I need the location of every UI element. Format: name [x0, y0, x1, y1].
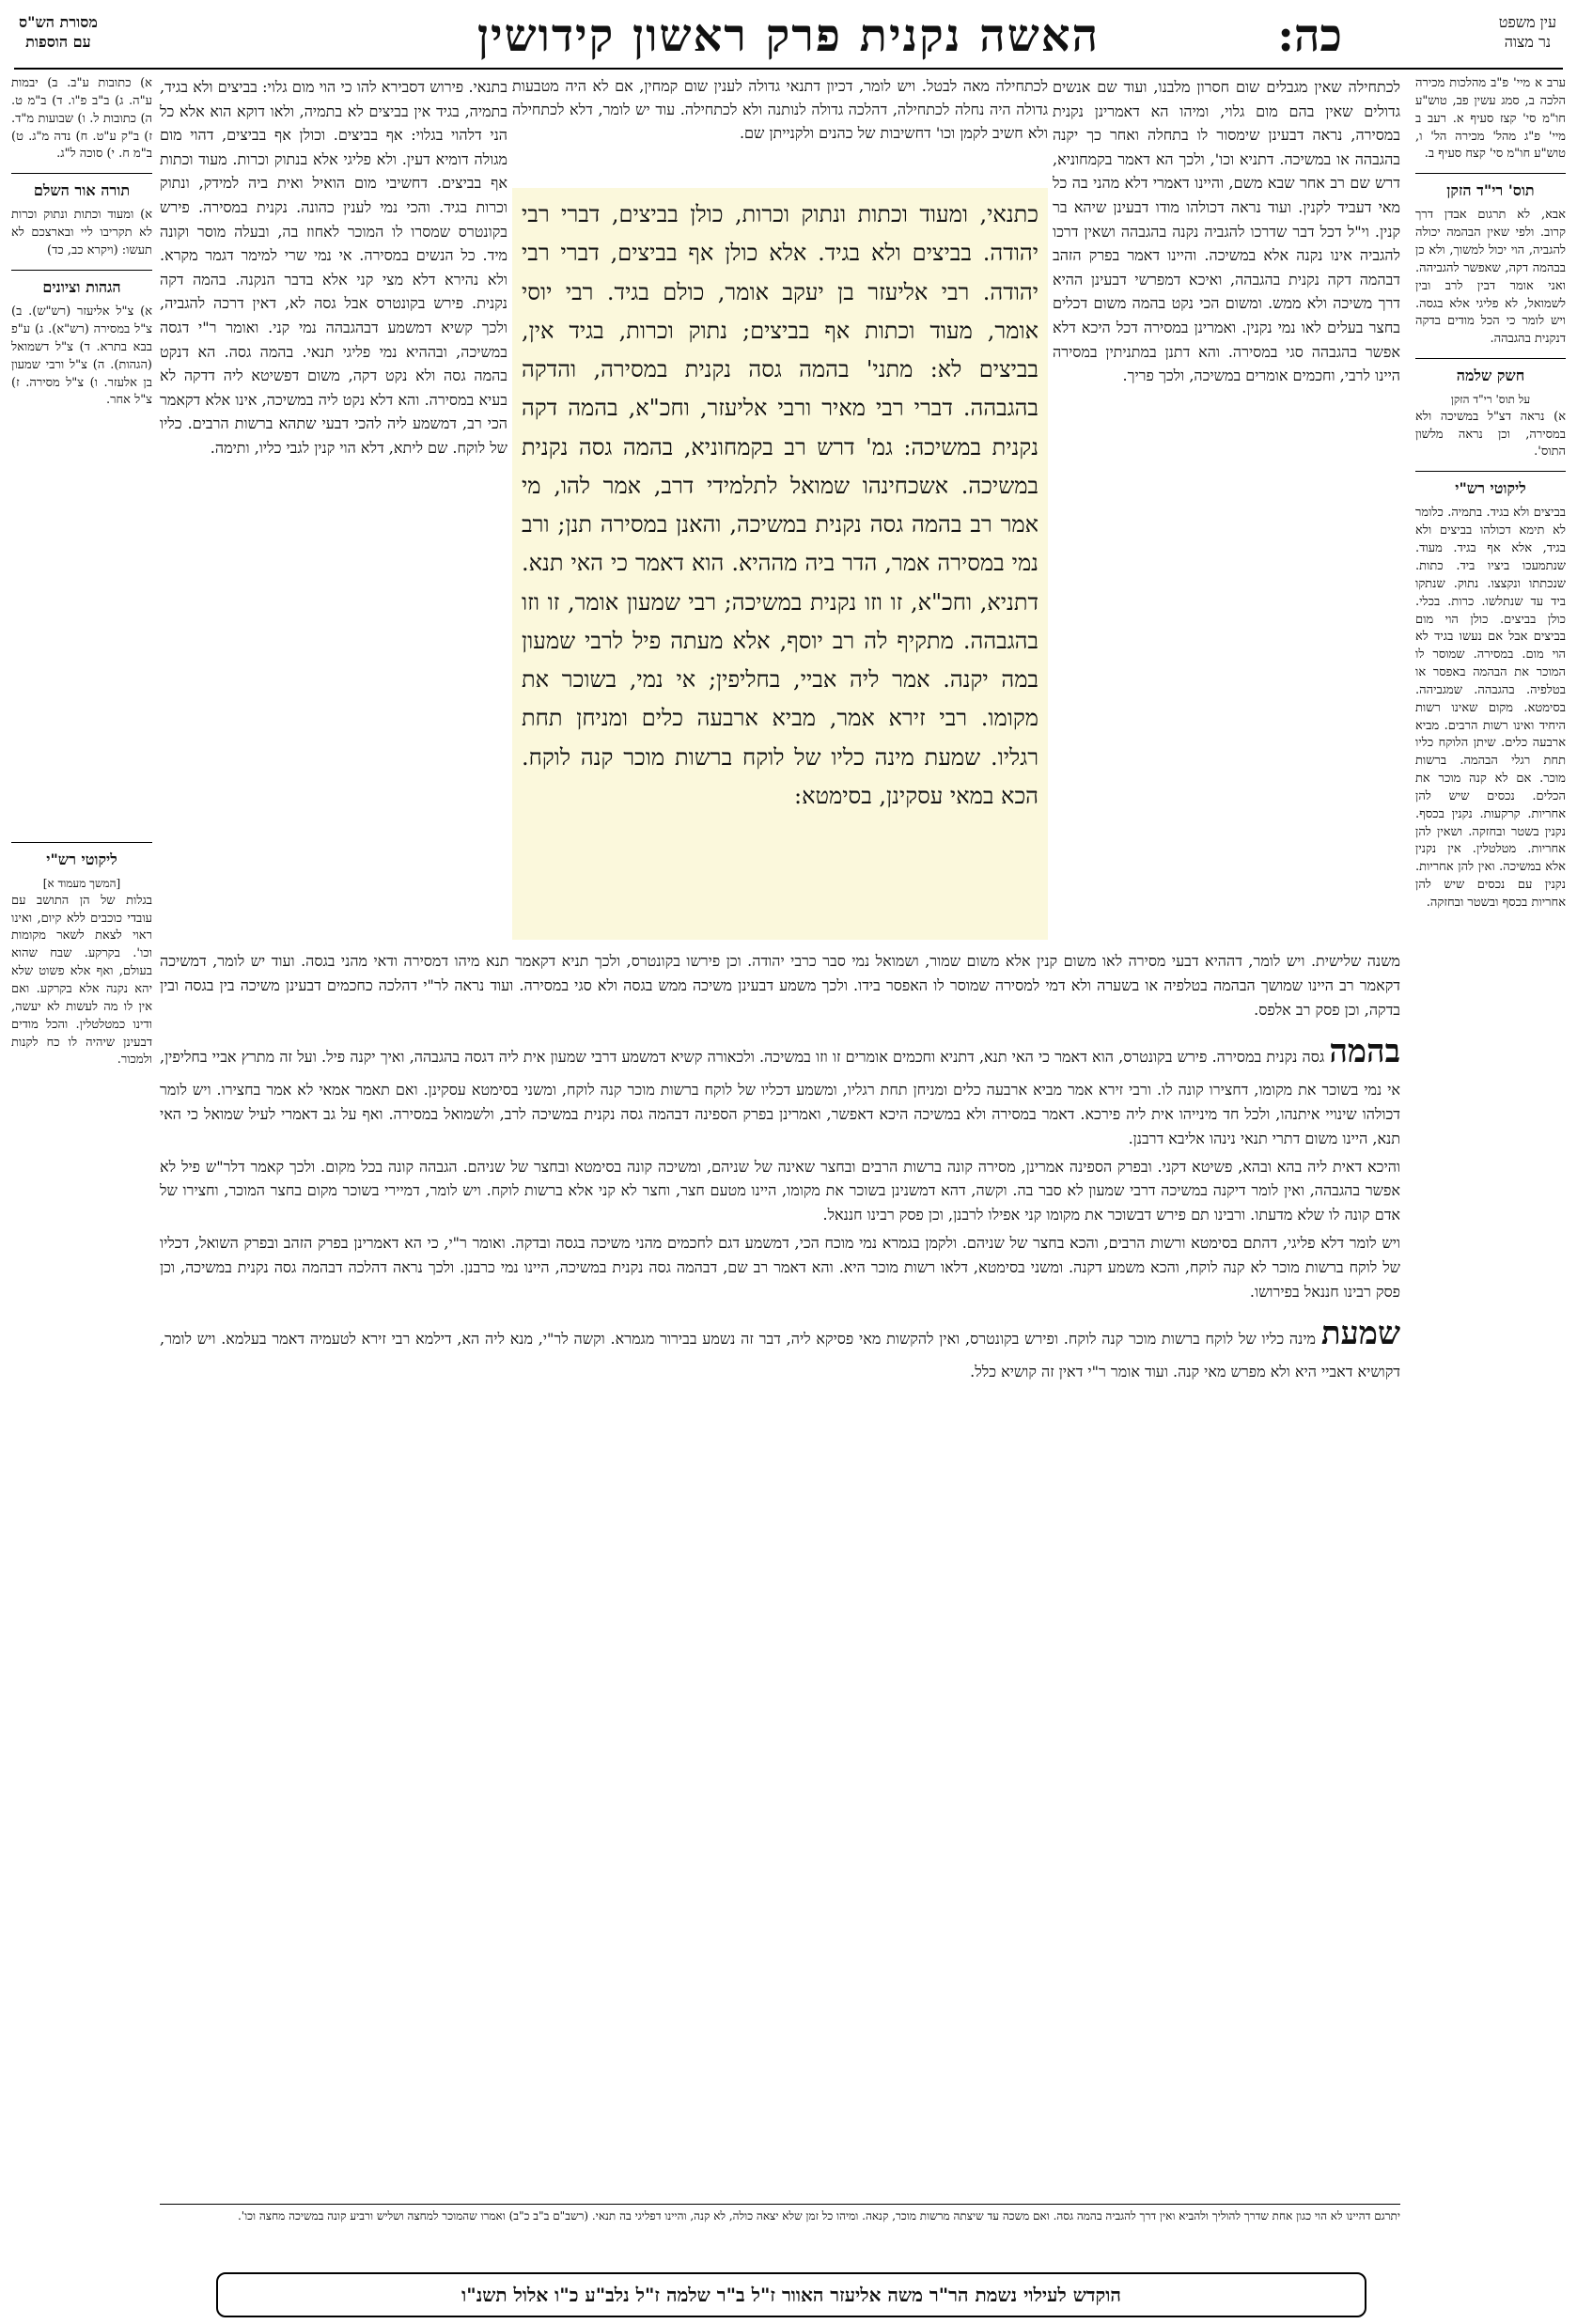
right-margin — [1415, 75, 1566, 2199]
left-likutei-title: ליקוטי רש"י — [11, 842, 152, 870]
left-margin — [11, 75, 152, 2199]
tos-rid-text: אבא, לא תרגום אבדן דרך קרוב. ולפי שאין הבהמה יכולה להגביה, הוי יכול למשוך, ולא כן בבהמה דקה, שאפשר להגביהה. ואני אומר דבין לרב ובין לשמואל, לא פליגי אלא בגסה. ויש לומר כי הכל מודים בדקה דנקנית בהגבהה. — [1415, 208, 1566, 347]
page-header — [0, 8, 1577, 68]
mesoret-label: מסורת הש"ס עם הוספות — [19, 13, 98, 51]
lower-para-1: משנה שלישית. ויש לומר, דההיא דבעי מסירה לאו משום קנין אלא משום שמור, ושמואל נמי סבר כרבי יהודה. וכן פירשו בקונטרס, ולכך תניא דקאמר תנא מיהו דמסירה ודאי מהני בגסה. ועוד יש לומר, דמשיכה דקאמר רב היינו שמושך הבהמה בטלפיה או בשערה ולא דמי למסירה שמוסר לו האפסר בידו. ולכך משמע דבעינן משיכה ממש בגסה ולא סגי במסירה. ועוד נראה לר"י דהלכה כחכמים דבעינן משיכה בין בגסה ובין בדקה, וכן פסק רב אלפס. — [160, 952, 1400, 1019]
lower-commentary — [160, 949, 1400, 2199]
left-likutei-text: בגלות של הן התושב עם עובדי כוכבים ללא קיום, ואינו ראוי לצאת לשאר מקומות וכו'. בקרקע. שבח שהוא בעולם, ואף אלא פשוט שלא יהא נקנה אלא בקרקע. ואם אין לו מה לעשות לא יעשה, ודינו כמטלטלין. והכל מודים דבעינן שיהיה לו כח לקנות ולמכור. — [11, 893, 152, 1068]
daf-number: כה: — [1277, 9, 1342, 62]
gemara-text: כתנאי, ומעוד וכתות ונתוק וכרות, כולן בביצים, דברי רבי יהודה. בביצים ולא בגיד. אלא כולן אף בביצים, דברי רבי יהודה. רבי אליעזר בן יעקב אומר, כולם בגיד. רבי יוסי אומר, מעוד וכתות אף בביצים; נתוק וכרות, בגיד אין, בביצים לא: מתני' בהמה גסה נקנית במסירה, והדקה בהגבהה. דברי רבי מאיר ורבי אליעזר, וחכ"א, בהמה דקה נקנית במשיכה: גמ' דרש רב בקמחוניא, בהמה גסה נקנית במשיכה. אשכחינהו שמואל לתלמידי דרב, אמר להו, מי אמר רב בהמה גסה נקנית במשיכה, והאנן במסירה תנן; ורב נמי במסירה אמר, הדר ביה מההיא. הוא דאמר כי האי תנא. דתניא, וחכ"א, זו וזו נקנית במשיכה; רבי שמעון אומר, זו וזו בהגבהה. מתקיף לה רב יוסף, אלא מעתה פיל לרבי שמעון במה יקנה. אמר ליה אביי, בחליפין; אי נמי, בשוכר את מקומו. רבי זירא אמר, מביא ארבעה כלים ומניחן תחת רגליו. שמעת מינה כליו של לוקח ברשות מוכר קנה לוקח. הכא במאי עסקינן, בסימטא: — [522, 201, 1039, 809]
rashi-text: לכתחילה שאין מגבלים שום חסרון מלבנו, ועוד שם אנשים גדולים שאין בהם מום גלוי, ומיהו הא דאמרינן נקנית במסירה, נראה דבעינן שימסור לו בתחלה ואחר כך יקנה בהגבהה או במשיכה. דתניא וכו', ולכך הא דאמר בקמחוניא, דרש שם רב אחר שבא משם, והיינו דאמרי דלא מהני בה כל מאי דעביד לקנין. ועוד נראה דכולהו מודו דבעינן שיהא בר קנין. וי"ל דכל דבר שדרכו להגביה נקנה בהגבהה ושאין דרכו להגביה אינו נקנה אלא במשיכה. והיינו דאמר בפרק הזהב דבהמה דקה נקנית בהגבהה, ואיכא דמפרשי דבעינן ההיא דרך משיכה ולא ממש. ומשום הכי נקט בהמה משום דכלים בחצר בעלים לאו נמי נקנין. ואמרינן במסירה דכל היכא דלא אפשר בהגבהה סגי במסירה. והא דתנן במתניתין במסירה היינו לרבי, וחכמים אומרים במשיכה, ולכך פריך. — [1053, 78, 1400, 385]
dibur-hamatchil-behema: בהמה — [1329, 1032, 1400, 1070]
footer-notes: יתרגם דהיינו לא הוי כגון אחת שדרך להוליך ולהביא ואין דרך להגביה בהמה גסה. ואם משכה עד שיצתה מרשות מוכר, קנאה. ומיהו כל זמן שלא יצאה כולה, לא קנה, והיינו דפליגי בה תנאי. (רשב"ם ב"ב כ"ב) ואמרו שהמוכר למחצה ושליש ורביע קונה במשיכה מחצה וכו'. — [237, 2209, 1400, 2223]
tosafot-text: בתנאי. פירוש דסבירא להו כי הוי מום גלוי: בביצים ולא בגיד, בתמיה, בגיד אין בביצים לא בתמיה, ולאו דוקא הוא אלא כל הני דלהוי בגלוי: אף בביצים. וכולן אף בביצים, דהוי מום מגולה דומיא דעין. ולא פליגי אלא בנתוק וכרות. מעוד וכתות אף בביצים. דחשיבי מום הואיל ואית ביה למידק, ונתוק וכרות בגיד. והכי נמי לענין כהונה. נקנית במסירה. פירש בקונטרס שמסרו לו המוכר לאחוז בה, ובעלה מוסר וקונה מיד. כל הנשים במסירה. אי נמי שרי למימר דגמר מקרא. ולא נהירא דלא מצי קני אלא בדבר הנקנה. בהמה דקה נקנית. פירש בקונטרס אבל גסה לא, דאין דרכה להגביה, ולכך קשיא דמשמע דבהגבהה נמי קני. ואומר ר"י דגסה במשיכה, ובההיא נמי פליגי תנאי. בהמה גסה. הא דנקט בהמה גסה ולא נקט דקה, משום דפשיטא ליה דדקה לא בעיא במסירה. והא דלא נקט ליה במשיכה, אינו אלא דקאמר הכי רב, דמשמע ליה להכי דבעי שתהא ברשות הרבים. כליו של לוקח. שם ליתא, דלא הוי קנין לגבי כליו, ותימה. — [160, 78, 507, 457]
top-commentary: לכתחילה מאה לבטל. ויש לומר, דכיון דתנאי גדולה לענין שום קמחין, אם לא היה מטבעות גדולה היה נחלה לכתחילה, דהלכה גדולה לנותנה ולא לכתחילה. עוד יש לומר, דלא לכתחילה ולא חשיב לקמן וכו' דחשיבות של כהנים ולקנייתן שם. — [512, 77, 1048, 142]
mesoret-notes: א) כתובות ע"ב. ב) יבמות ע"ה. ג) ב"ב פ"ו. ד) ב"מ ט. ה) כתובות ל. ו) שבועות מ"ד. ז) ב"ק ע"ט. ח) נדה מ"ג. ט) ב"מ ח. י) סוכה ל"ג. — [11, 76, 152, 162]
header-rule — [14, 68, 1563, 70]
lower-para-4: ויש לומר דלא פליגי, דהתם בסימטא ורשות הרבים, והכא בחצר של שניהם. ולקמן בגמרא נמי מוכח הכי, דמשמע דגם לחכמים מהני משיכה בגסה ובדקה. ואומר ר"י, כי הא דאמרינן בפרק הזהב ובפרק השואל, דכליו של לוקח ברשות מוכר לא קנה לוקח, והכא משמע דקנה. ומשני בסימטא, דלאו רשות מוכר היא. והא דאמר רב שם, דבהמה גסה נקנית במשיכה, היינו נמי כרבנן. ולכך נראה דהלכה דבהמה גסה נקנית במשיכה, וכן פסק רבינו חננאל בפירושו. — [160, 1234, 1400, 1302]
chapter-title: האשה נקנית פרק ראשון קידושין — [476, 9, 1101, 62]
ein-mishpat-label: עין משפט נר מצוה — [1498, 13, 1556, 51]
lower-section-2 — [160, 1026, 1400, 1151]
right-likutei-title: ליקוטי רש"י — [1415, 471, 1566, 499]
right-likutei-text: בביצים ולא בגיד. בתמיה. כלומר לא תימא דכולהו בביצים ולא בגיד, אלא אף בגיד. מעוד. שנתמעכו ביציו ביד. כתות. שנכתתו ונקצצו. נתוק. שנתקו ביד עד שנתלשו. כרות. בכלי. כולן בביצים. כולן הוי מום בביצים אבל אם נעשו בגיד לא הוי מום. במסירה. שמוסר לו המוכר את הבהמה באפסר או בטלפיה. בהגבהה. שמגביהה. בסימטא. מקום שאינו רשות היחיד ואינו רשות הרבים. מביא ארבעה כלים. שיתן הלוקח כליו תחת רגלי הבהמה. ברשות מוכר. אם לא קנה מוכר את הכלים. נכסים שיש להן אחריות. קרקעות. נקנין בכסף. נקנין בשטר ובחזקה. ושאין להן אחריות. מטלטלין. אין נקנין אלא במשיכה. ואין להן אחריות. נקנין עם נכסים שיש להן אחריות בכסף ובשטר ובחזקה. — [1415, 506, 1566, 911]
footer-rule — [160, 2204, 1400, 2205]
lower-para-3: והיכא דאית ליה בהא ובהא, פשיטא דקני. ובפרק הספינה אמרינן, מסירה קונה ברשות הרבים ובחצר שאינה של שניהם, ומשיכה קונה בסימטא ובחצר של שניהם. הגבהה קונה בכל מקום. ולכך קאמר דלר"ש פיל לא אפשר בהגבהה, ואין לומר דיקנה במשיכה דרבי שמעון לא סבר בה. וקשה, דהא דמשנינן בשוכר את מקומו, היינו מטעם חצר, וחצר לא קני אלא ברשות לוקח. ויש לומר, דמיירי בשוכר מקום בחצר המוכר, וחצירו של אדם קונה לו שלא מדעתו. ורבינו תם פירש דבשוכר את מקומו קני אפילו לרבנן, וכן פסק רבינו חננאל. — [160, 1157, 1400, 1224]
rashi-commentary — [1053, 75, 1400, 921]
left-likutei-subtitle: [המשך מעמוד א] — [42, 877, 121, 891]
ein-mishpat-text: ערב א מיי' פ"ב מהלכות מכירה הלכה ב, סמג עשין פב, טוש"ע חו"מ סי' קצז סעיף א. רעב ב מיי' פ"ג מהל' מכירה הל' ו, טוש"ע חו"מ סי' קצח סעיף ב. — [1415, 76, 1566, 162]
dedication-banner: הוקדש לעילוי נשמת הר"ר משה אליעזר האוור ז"ל ב"ר שלמה ז"ל נלב"ע כ"ו אלול תשנ"ו — [216, 2272, 1366, 2317]
hagahot-text: א) צ"ל אליעזר (רש"ש). ב) צ"ל במסירה (רש"א). ג) ע"פ בבא בתרא. ד) צ"ל דשמואל (הגהות). ה) צ"ל ורבי שמעון בן אלעזר. ו) צ"ל מסירה. ז) צ"ל אחר. — [11, 304, 152, 408]
chashak-subtitle: על תוס' רי"ד הזקן — [1450, 393, 1531, 407]
torah-or-title: תורה אור השלם — [11, 173, 152, 201]
chashak-title: חשק שלמה — [1415, 358, 1566, 386]
torah-or-text: א) ומעוד וכתות ונתוק וכרות לא תקריבו ליי ובארצכם לא תעשו: (ויקרא כב, כד) — [11, 208, 152, 258]
chashak-text: א) נראה דצ"ל במשיכה ולא במסירה, וכן נראה מלשון התוס'. — [1415, 409, 1566, 460]
lower-para-2: גסה נקנית במסירה. פירש בקונטרס, הוא דאמר כי האי תנא, דתניא וחכמים אומרים זו וזו במשיכה. ולכאורה קשיא דמשמע דרבי שמעון אית ליה דגסה בהגבהה, ואיך יקנה פיל. ועל זה מתרץ אביי בחליפין, אי נמי בשוכר את מקומו, דחצירו קונה לו. ורבי זירא אמר מביא ארבעה כלים ומניחן תחת רגליו, ומשמע דכליו של לוקח ברשות מוכר קנה לוקח, ומשני בסימטא עסקינן. ואם תאמר אמאי לא אמר בחצירו. ויש לומר דכולהו שינויי איתנהו, ולכל חד מינייהו אית ליה פירכא. דאמר במסירה ולא במשיכה היכא דאפשר, ואמרינן בפרק הספינה דבהמה גסה נקנית במשיכה לרב, ולשמואל במסירה. ואף על גב דאמרי לעיל שמואל כי האי תנא, היינו משום דתרי תנאי נינהו אליבא דרבנן. — [160, 1047, 1400, 1147]
tos-rid-title: תוס' רי"ד הזקן — [1415, 173, 1566, 201]
gemara-text-block — [512, 188, 1048, 940]
dibur-hamatchil-shamat: שמעת — [1320, 1314, 1400, 1352]
lower-section-5 — [160, 1308, 1400, 1384]
hagahot-title: הגהות וציונים — [11, 270, 152, 298]
lower-para-5: מינה כליו של לוקח ברשות מוכר קנה לוקח. ופירש בקונטרס, ואין להקשות מאי פסיקא ליה, דבר זה נשמע בבירור מגמרא. וקשה לר"י, מנא ליה הא, דילמא רבי זירא לטעמיה דאמר בעלמא. ויש לומר, דקושיא דאביי היא ולא מפרש מאי קנה. ועוד אומר ר"י דאין זה קושיא כלל. — [160, 1329, 1400, 1381]
tosafot-commentary — [160, 75, 507, 921]
